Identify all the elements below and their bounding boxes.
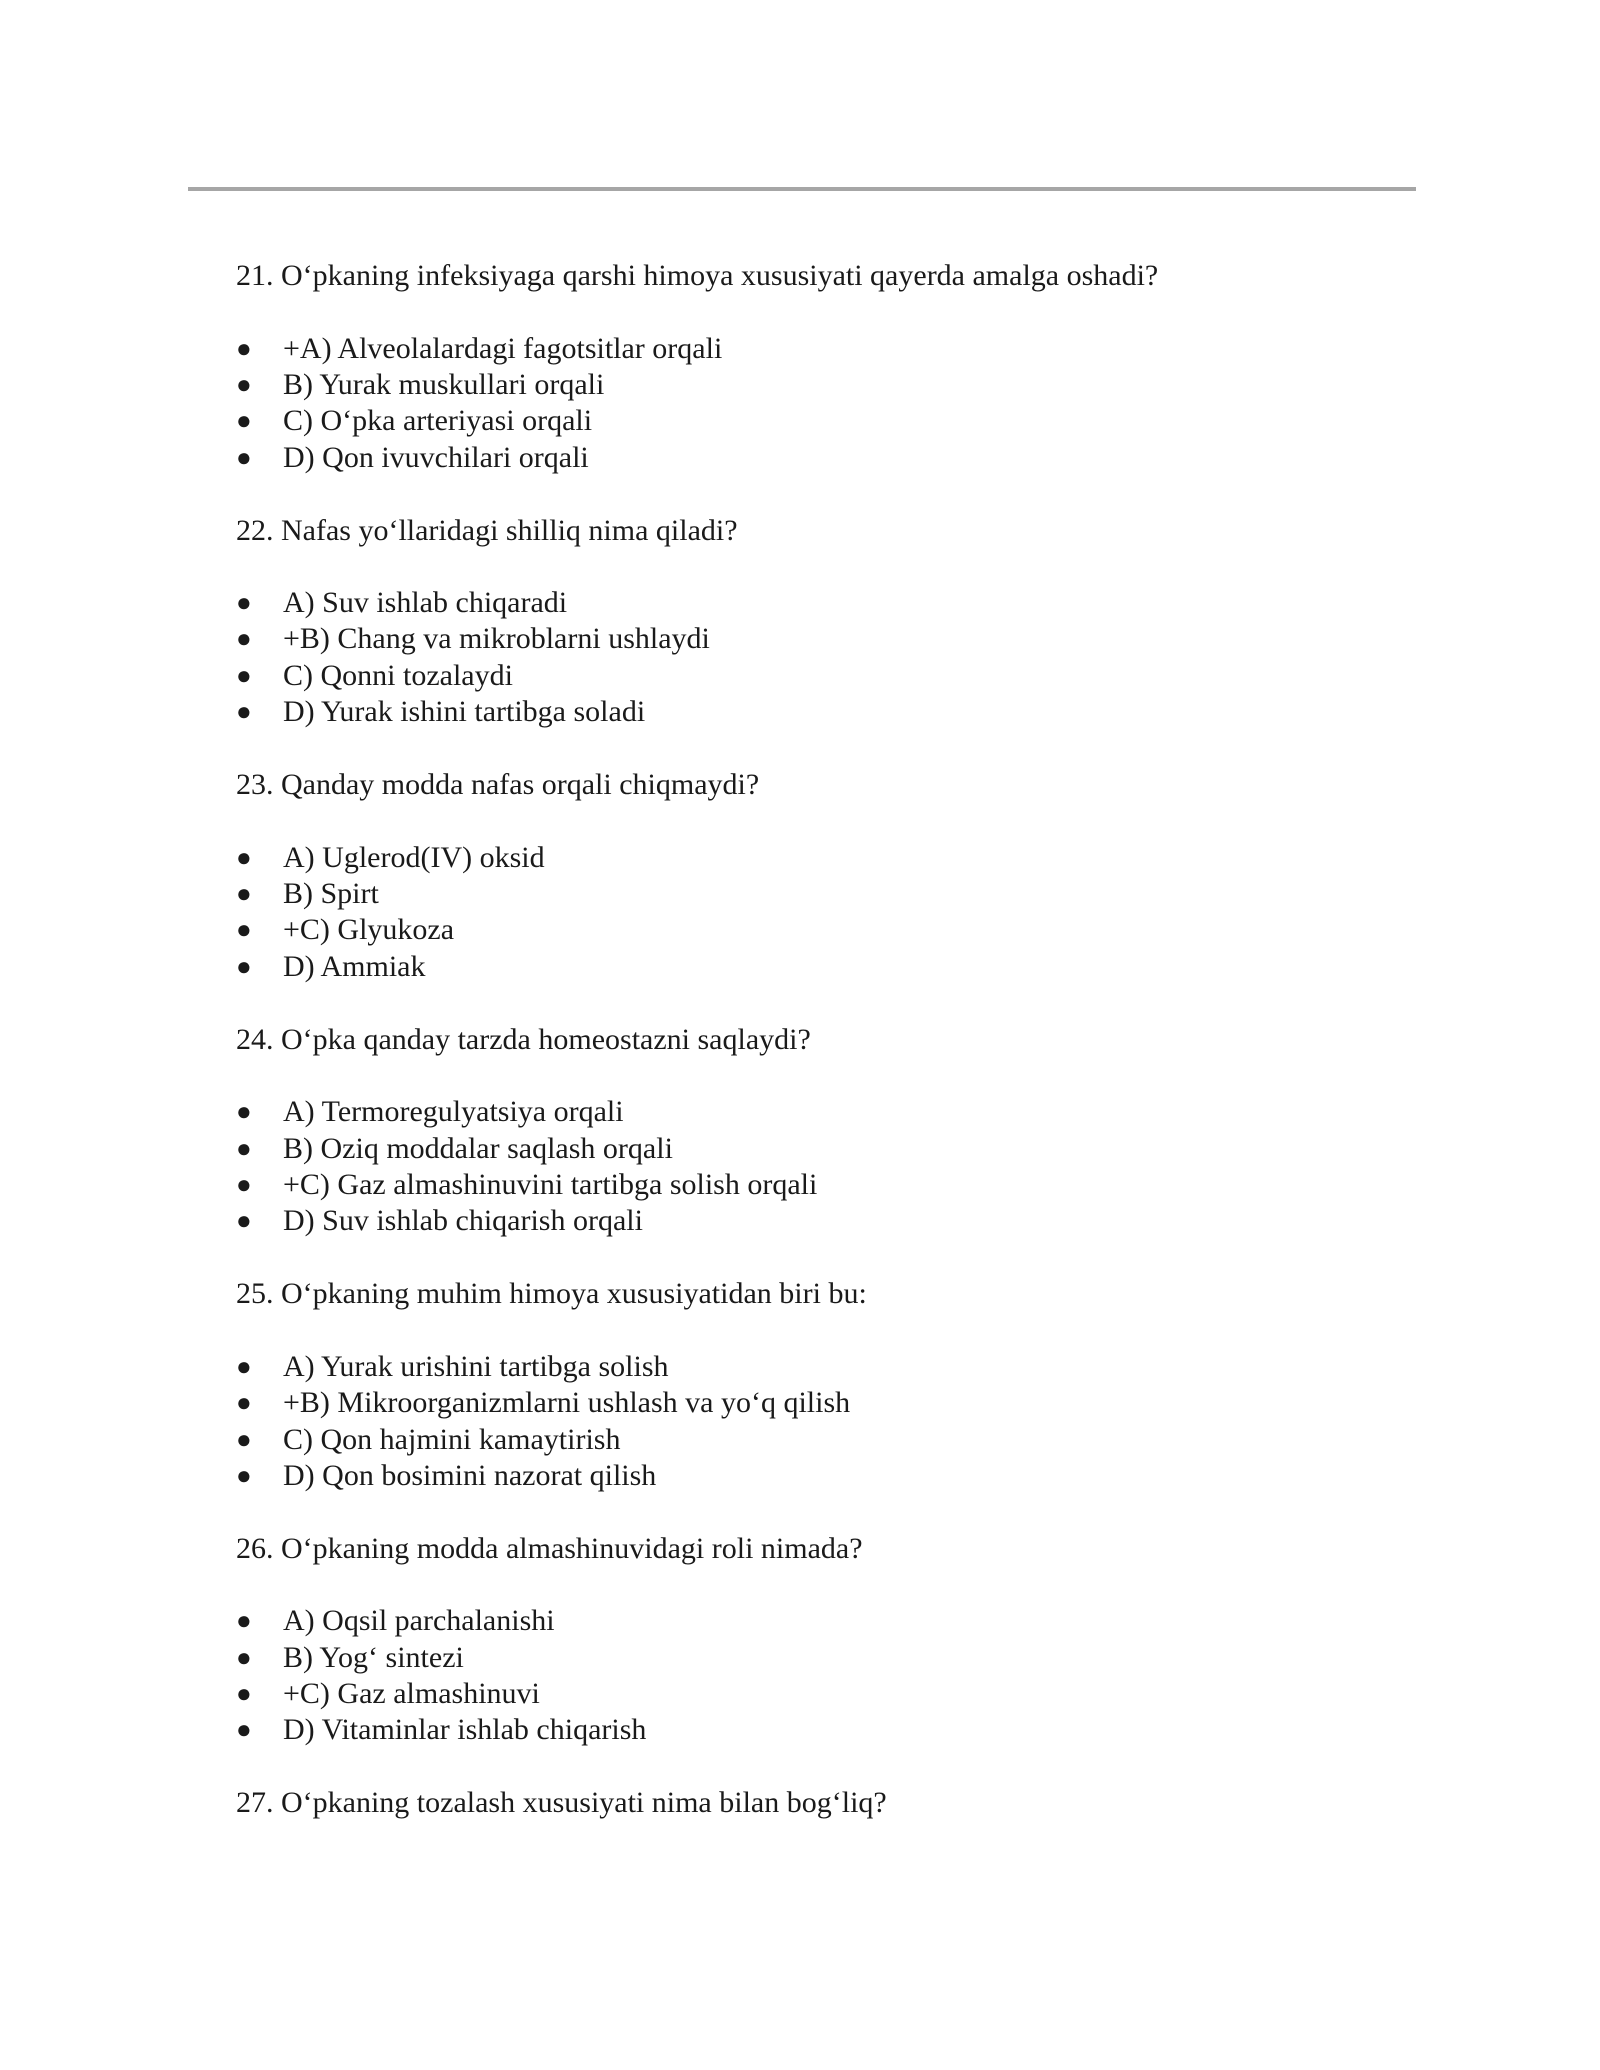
question-26: 26. O‘pkaning modda almashinuvidagi roli nimada? [236,1531,863,1565]
option-23-a: ● A) Uglerod(IV) oksid [236,840,1436,876]
bullet-icon: ● [236,1351,252,1381]
option-26-c: ● +C) Gaz almashinuvi [236,1676,1436,1712]
option-21-c: ● C) O‘pka arteriyasi orqali [236,403,1436,439]
bullet-icon: ● [236,588,252,618]
option-21-a: ● +A) Alveolalardagi fagotsitlar orqali [236,331,1436,367]
option-24-d: ● D) Suv ishlab chiqarish orqali [236,1203,1436,1239]
option-22-d: ● D) Yurak ishini tartibga soladi [236,694,1436,730]
bullet-icon: ● [236,1424,252,1454]
options-21 [236,331,1436,477]
option-25-b: ● +B) Mikroorganizmlarni ushlash va yo‘q qilish [236,1385,1436,1421]
bullet-icon: ● [236,333,252,363]
option-26-a: ● A) Oqsil parchalanishi [236,1603,1436,1639]
option-23-d: ● D) Ammiak [236,949,1436,985]
option-24-c: ● +C) Gaz almashinuvini tartibga solish orqali [236,1167,1436,1203]
bullet-icon: ● [236,1460,252,1490]
quiz-content [236,258,1436,1821]
bullet-icon: ● [236,1679,252,1709]
bullet-icon: ● [236,879,252,909]
option-22-b: ● +B) Chang va mikroblarni ushlaydi [236,621,1436,657]
bullet-icon: ● [236,1715,252,1745]
bullet-icon: ● [236,1388,252,1418]
option-25-c: ● C) Qon hajmini kamaytirish [236,1422,1436,1458]
option-21-d: ● D) Qon ivuvchilari orqali [236,440,1436,476]
question-27: 27. O‘pkaning tozalash xususiyati nima bilan bog‘liq? [236,1786,887,1820]
bullet-icon: ● [236,624,252,654]
bullet-icon: ● [236,1169,252,1199]
bullet-icon: ● [236,842,252,872]
option-22-a: ● A) Suv ishlab chiqaradi [236,585,1436,621]
bullet-icon: ● [236,1206,252,1236]
bullet-icon: ● [236,1606,252,1636]
bullet-icon: ● [236,660,252,690]
bullet-icon: ● [236,442,252,472]
option-26-b: ● B) Yog‘ sintezi [236,1640,1436,1676]
bullet-icon: ● [236,369,252,399]
option-21-b: ● B) Yurak muskullari orqali [236,367,1436,403]
question-22: 22. Nafas yo‘llaridagi shilliq nima qiladi? [236,513,738,547]
bullet-icon: ● [236,915,252,945]
options-26 [236,1603,1436,1749]
question-24: 24. O‘pka qanday tarzda homeostazni saqlaydi? [236,1022,811,1056]
bullet-icon: ● [236,1642,252,1672]
options-23 [236,840,1436,986]
question-25: 25. O‘pkaning muhim himoya xususiyatidan biri bu: [236,1277,867,1311]
bullet-icon: ● [236,1097,252,1127]
option-25-a: ● A) Yurak urishini tartibga solish [236,1349,1436,1385]
bullet-icon: ● [236,406,252,436]
question-21: 21. O‘pkaning infeksiyaga qarshi himoya xususiyati qayerda amalga oshadi? [236,259,1159,292]
question-23: 23. Qanday modda nafas orqali chiqmaydi? [236,768,760,802]
bullet-icon: ● [236,951,252,981]
option-25-d: ● D) Qon bosimini nazorat qilish [236,1458,1436,1494]
options-24 [236,1094,1436,1240]
option-22-c: ● C) Qonni tozalaydi [236,658,1436,694]
option-24-b: ● B) Oziq moddalar saqlash orqali [236,1131,1436,1167]
bullet-icon: ● [236,697,252,727]
option-23-b: ● B) Spirt [236,876,1436,912]
option-24-a: ● A) Termoregulyatsiya orqali [236,1094,1436,1130]
options-25 [236,1349,1436,1495]
bullet-icon: ● [236,1133,252,1163]
option-26-d: ● D) Vitaminlar ishlab chiqarish [236,1712,1436,1748]
options-22 [236,585,1436,731]
header-rule [188,187,1416,191]
option-23-c: ● +C) Glyukoza [236,912,1436,948]
